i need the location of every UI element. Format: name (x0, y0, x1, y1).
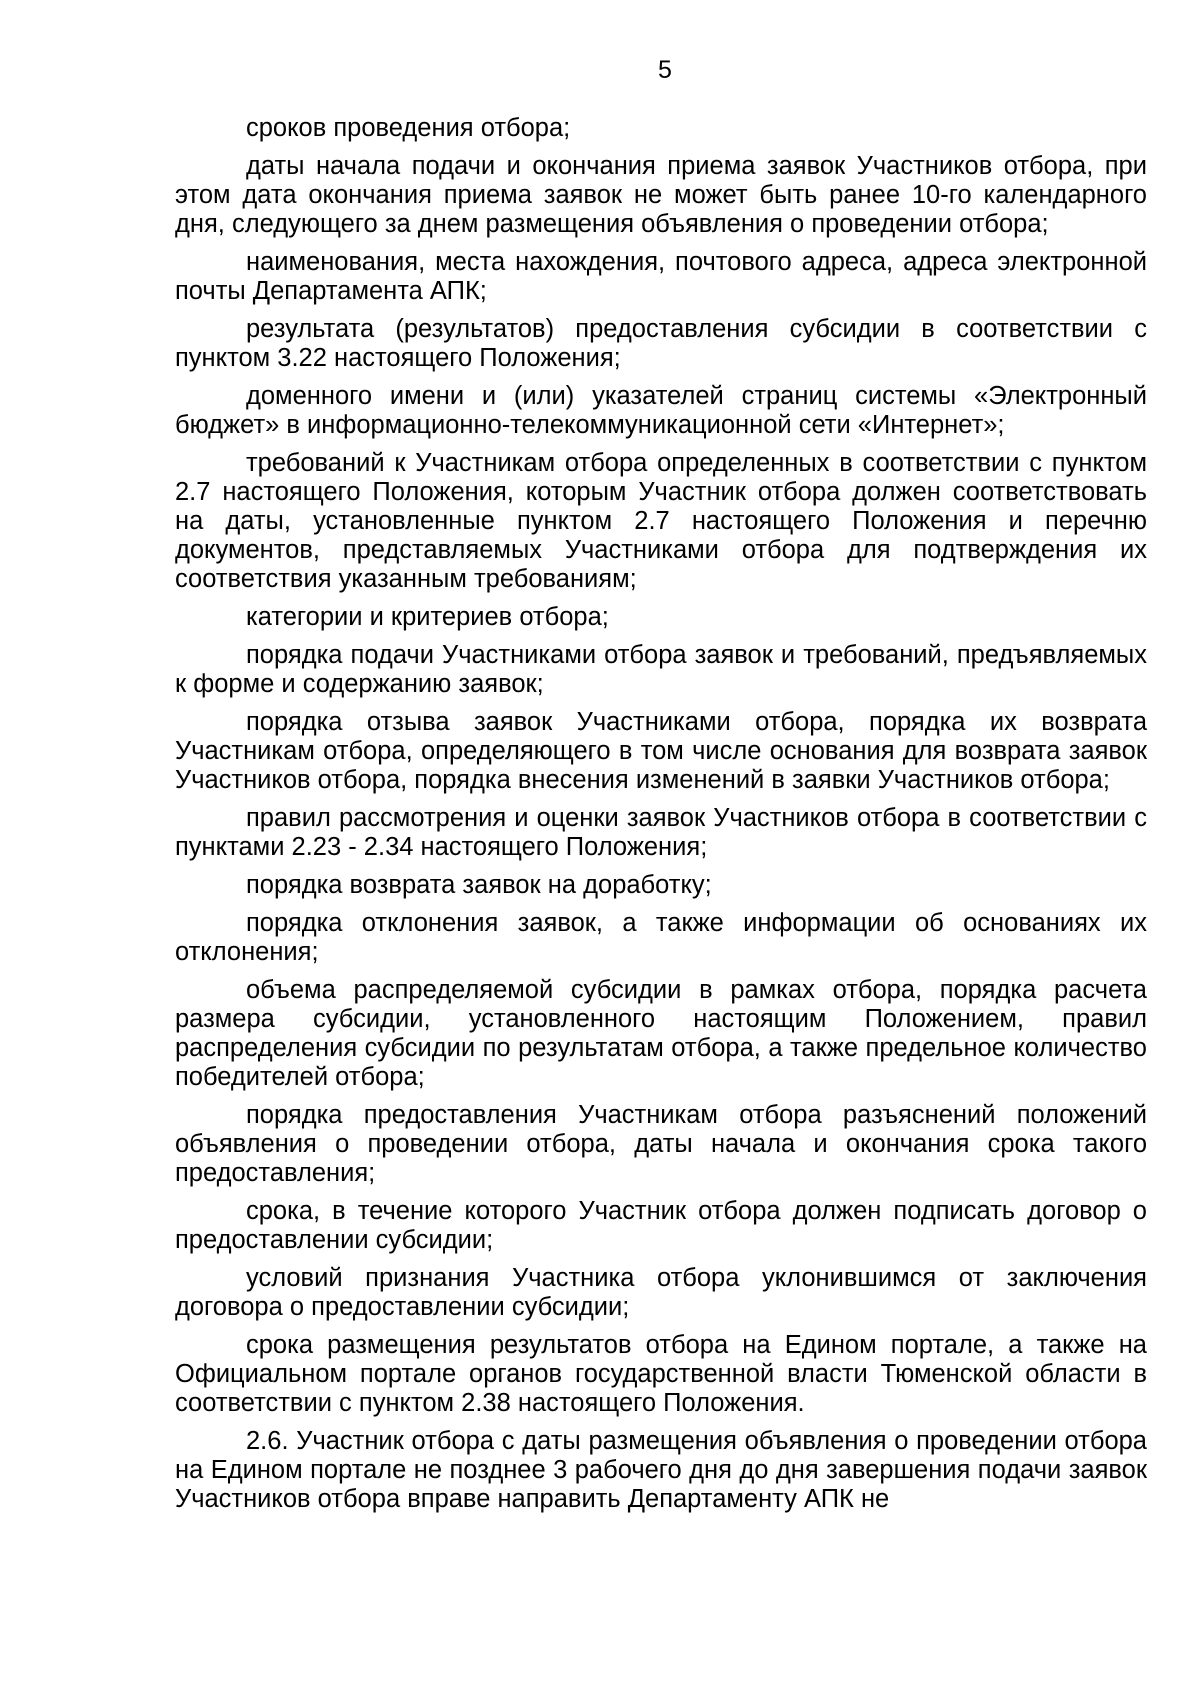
document-body (175, 114, 1147, 1523)
paragraph: сроков проведения отбора; (246, 114, 571, 142)
paragraph: порядка отклонения заявок, а также информации об основаниях их отклонения; (175, 909, 1147, 966)
paragraph: доменного имени и (или) указателей страниц системы «Электронный бюджет» в информационно-телекоммуникационной сети «Интернет»; (175, 382, 1147, 439)
paragraph: условий признания Участника отбора уклонившимся от заключения договора о предоставлении субсидии; (175, 1264, 1147, 1321)
paragraph: требований к Участникам отбора определенных в соответствии с пунктом 2.7 настоящего Положения, которым Участник отбора должен соответствовать на даты, установленные пунктом 2.7 настоящего Положения и перечню документов, представляемых Участниками отбора для подтверждения их соответствия указанным требованиям; (175, 449, 1147, 593)
paragraph: срока, в течение которого Участник отбора должен подписать договор о предоставлении субсидии; (175, 1197, 1147, 1254)
paragraph: наименования, места нахождения, почтового адреса, адреса электронной почты Департамента АПК; (175, 248, 1147, 305)
paragraph: даты начала подачи и окончания приема заявок Участников отбора, при этом дата окончания приема заявок не может быть ранее 10-го календарного дня, следующего за днем размещения объявления о проведении отбора; (175, 152, 1147, 238)
paragraph: порядка возврата заявок на доработку; (246, 871, 712, 899)
paragraph: объема распределяемой субсидии в рамках отбора, порядка расчета размера субсидии, установленного настоящим Положением, правил распределения субсидии по результатам отбора, а также предельное количество победителей отбора; (175, 976, 1147, 1091)
paragraph: категории и критериев отбора; (246, 603, 609, 631)
paragraph: порядка предоставления Участникам отбора разъяснений положений объявления о проведении отбора, даты начала и окончания срока такого предоставления; (175, 1101, 1147, 1187)
page-number: 5 (658, 56, 672, 84)
paragraph: срока размещения результатов отбора на Едином портале, а также на Официальном портале органов государственной власти Тюменской области в соответствии с пунктом 2.38 настоящего Положения. (175, 1331, 1147, 1417)
paragraph: 2.6. Участник отбора с даты размещения объявления о проведении отбора на Едином портале не позднее 3 рабочего дня до дня завершения подачи заявок Участников отбора вправе направить Департаменту АПК не (175, 1427, 1147, 1513)
paragraph: порядка отзыва заявок Участниками отбора, порядка их возврата Участникам отбора, определяющего в том числе основания для возврата заявок Участников отбора, порядка внесения изменений в заявки Участников отбора; (175, 708, 1147, 794)
paragraph: правил рассмотрения и оценки заявок Участников отбора в соответствии с пунктами 2.23 - 2.34 настоящего Положения; (175, 804, 1147, 861)
paragraph: результата (результатов) предоставления субсидии в соответствии с пунктом 3.22 настоящего Положения; (175, 315, 1147, 372)
paragraph: порядка подачи Участниками отбора заявок и требований, предъявляемых к форме и содержанию заявок; (175, 641, 1147, 698)
